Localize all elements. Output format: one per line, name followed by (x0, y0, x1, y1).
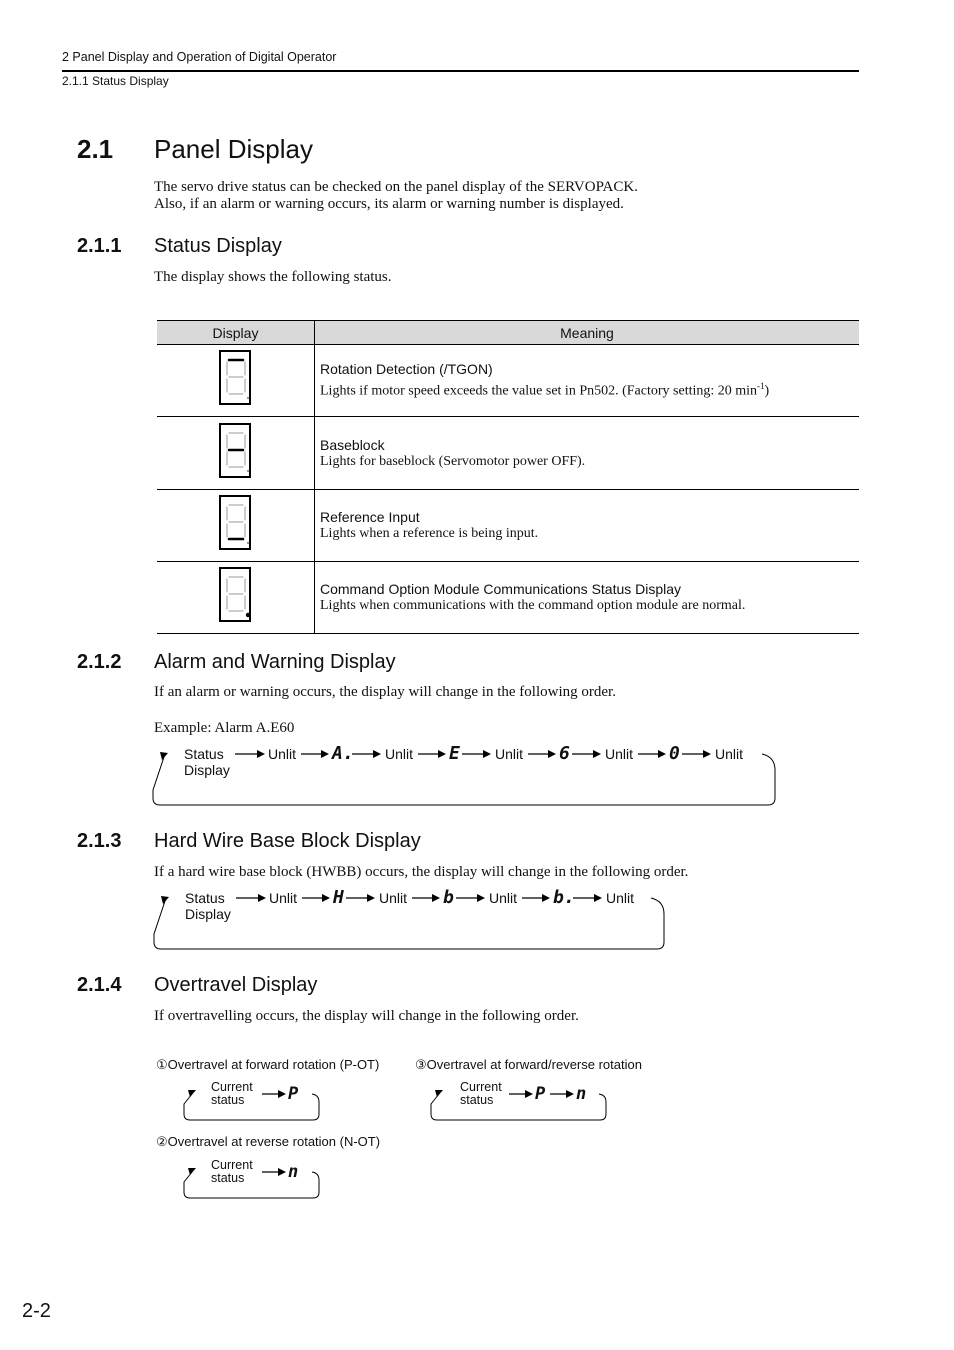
arrow-icon (462, 749, 493, 759)
table-header-display: Display (157, 321, 315, 345)
segment-glyph: P (535, 1083, 546, 1104)
arrow-icon (638, 749, 668, 759)
seven-segment-middle-icon (219, 423, 253, 479)
overtravel-case-title: ①Overtravel at forward rotation (P-OT) (156, 1057, 380, 1072)
arrow-icon (682, 749, 713, 759)
arrow-icon (573, 893, 604, 903)
section-number-2-1-1: 2.1.1 (77, 235, 122, 257)
meaning-title: Reference Input (320, 509, 420, 525)
meaning-desc: Lights for baseblock (Servomotor power OFF). (320, 453, 586, 469)
section-number-2-1: 2.1 (77, 134, 114, 164)
current-status-label-1: Current (211, 1158, 253, 1172)
arrow-icon (235, 749, 267, 759)
arrow-icon (352, 749, 383, 759)
unlit-label: Unlit (269, 890, 298, 906)
current-status-label-2: status (460, 1093, 494, 1107)
current-status-label-1: Current (211, 1080, 253, 1094)
meaning-title: Rotation Detection (/TGON) (320, 361, 493, 378)
alarm-start-label-1: Status (184, 746, 224, 762)
running-header-chapter: 2 Panel Display and Operation of Digital Operator (62, 50, 337, 64)
segment-glyph: 0 (669, 743, 680, 764)
arrow-icon (550, 1089, 576, 1099)
unlit-label: Unlit (385, 746, 414, 762)
hwbb-start-label-2: Display (185, 906, 231, 922)
hwbb-start-label-1: Status (185, 890, 225, 906)
meaning-desc: Lights when a reference is being input. (320, 526, 539, 541)
table-row (157, 417, 859, 490)
status-intro: The display shows the following status. (154, 269, 392, 285)
arrow-icon (236, 893, 268, 903)
seven-segment-dot-icon (219, 567, 253, 623)
segment-glyph: H (333, 887, 344, 908)
section-title-hwbb: Hard Wire Base Block Display (154, 830, 421, 852)
alarm-start-label-2: Display (184, 762, 230, 778)
unlit-label: Unlit (268, 746, 297, 762)
intro-line-2: Also, if an alarm or warning occurs, its alarm or warning number is displayed. (154, 196, 624, 212)
overtravel-intro: If overtravelling occurs, the display will change in the following order. (154, 1008, 579, 1024)
intro-line-1: The servo drive status can be checked on the panel display of the SERVOPACK. (154, 179, 638, 195)
arrow-icon (302, 893, 332, 903)
overtravel-case-title: ③Overtravel at forward/reverse rotation (415, 1057, 642, 1072)
section-number-2-1-2: 2.1.2 (77, 651, 122, 673)
current-status-label-1: Current (460, 1080, 502, 1094)
arrow-icon (346, 893, 377, 903)
alarm-intro: If an alarm or warning occurs, the display will change in the following order. (154, 684, 616, 700)
section-number-2-1-4: 2.1.4 (77, 974, 122, 996)
unlit-label: Unlit (606, 890, 635, 906)
arrow-icon (522, 893, 552, 903)
meaning-title: Baseblock (320, 436, 385, 453)
table-header-meaning: Meaning (315, 321, 860, 345)
segment-glyph: E (449, 743, 460, 764)
segment-glyph: b. (553, 887, 575, 908)
unlit-label: Unlit (495, 746, 524, 762)
unlit-label: Unlit (605, 746, 634, 762)
header-rule (62, 70, 859, 72)
table-row (157, 490, 859, 562)
arrow-icon (412, 893, 442, 903)
table-row (157, 562, 859, 634)
section-title-status-display: Status Display (154, 235, 282, 257)
arrow-icon (509, 1089, 535, 1099)
segment-glyph: b (443, 887, 454, 908)
arrow-icon (262, 1089, 288, 1099)
arrow-icon (262, 1167, 288, 1177)
running-header-section: 2.1.1 Status Display (62, 74, 169, 88)
unlit-label: Unlit (715, 746, 744, 762)
meaning-desc: Lights when communications with the command option module are normal. (320, 598, 746, 613)
section-title-panel-display: Panel Display (154, 134, 313, 164)
hwbb-intro: If a hard wire base block (HWBB) occurs, the display will change in the following order. (154, 864, 689, 880)
segment-glyph: A. (332, 743, 354, 764)
segment-glyph: P (288, 1083, 299, 1104)
current-status-label-2: status (211, 1171, 245, 1185)
seven-segment-top-icon (219, 350, 253, 406)
arrow-icon (301, 749, 331, 759)
segment-glyph: n (576, 1083, 587, 1104)
unlit-label: Unlit (489, 890, 518, 906)
page-number: 2-2 (22, 1300, 51, 1322)
alarm-example: Example: Alarm A.E60 (154, 720, 295, 736)
overtravel-case-title: ②Overtravel at reverse rotation (N-OT) (156, 1134, 381, 1149)
arrow-icon (528, 749, 558, 759)
unlit-label: Unlit (379, 890, 408, 906)
meaning-desc: Lights if motor speed exceeds the value set in Pn502. (Factory setting: 20 $\min^{-1}$) (320, 381, 770, 399)
status-display-table (157, 320, 859, 634)
arrow-icon (572, 749, 603, 759)
seven-segment-bottom-icon (219, 495, 253, 551)
section-title-overtravel: Overtravel Display (154, 974, 318, 996)
arrow-icon (456, 893, 487, 903)
segment-glyph: n (288, 1161, 299, 1182)
arrow-icon (418, 749, 448, 759)
section-number-2-1-3: 2.1.3 (77, 830, 122, 852)
segment-glyph: 6 (559, 743, 570, 764)
section-title-alarm-warning: Alarm and Warning Display (154, 651, 396, 673)
table-row (157, 345, 859, 417)
meaning-title: Command Option Module Communications Status Display (320, 581, 682, 597)
current-status-label-2: status (211, 1093, 245, 1107)
